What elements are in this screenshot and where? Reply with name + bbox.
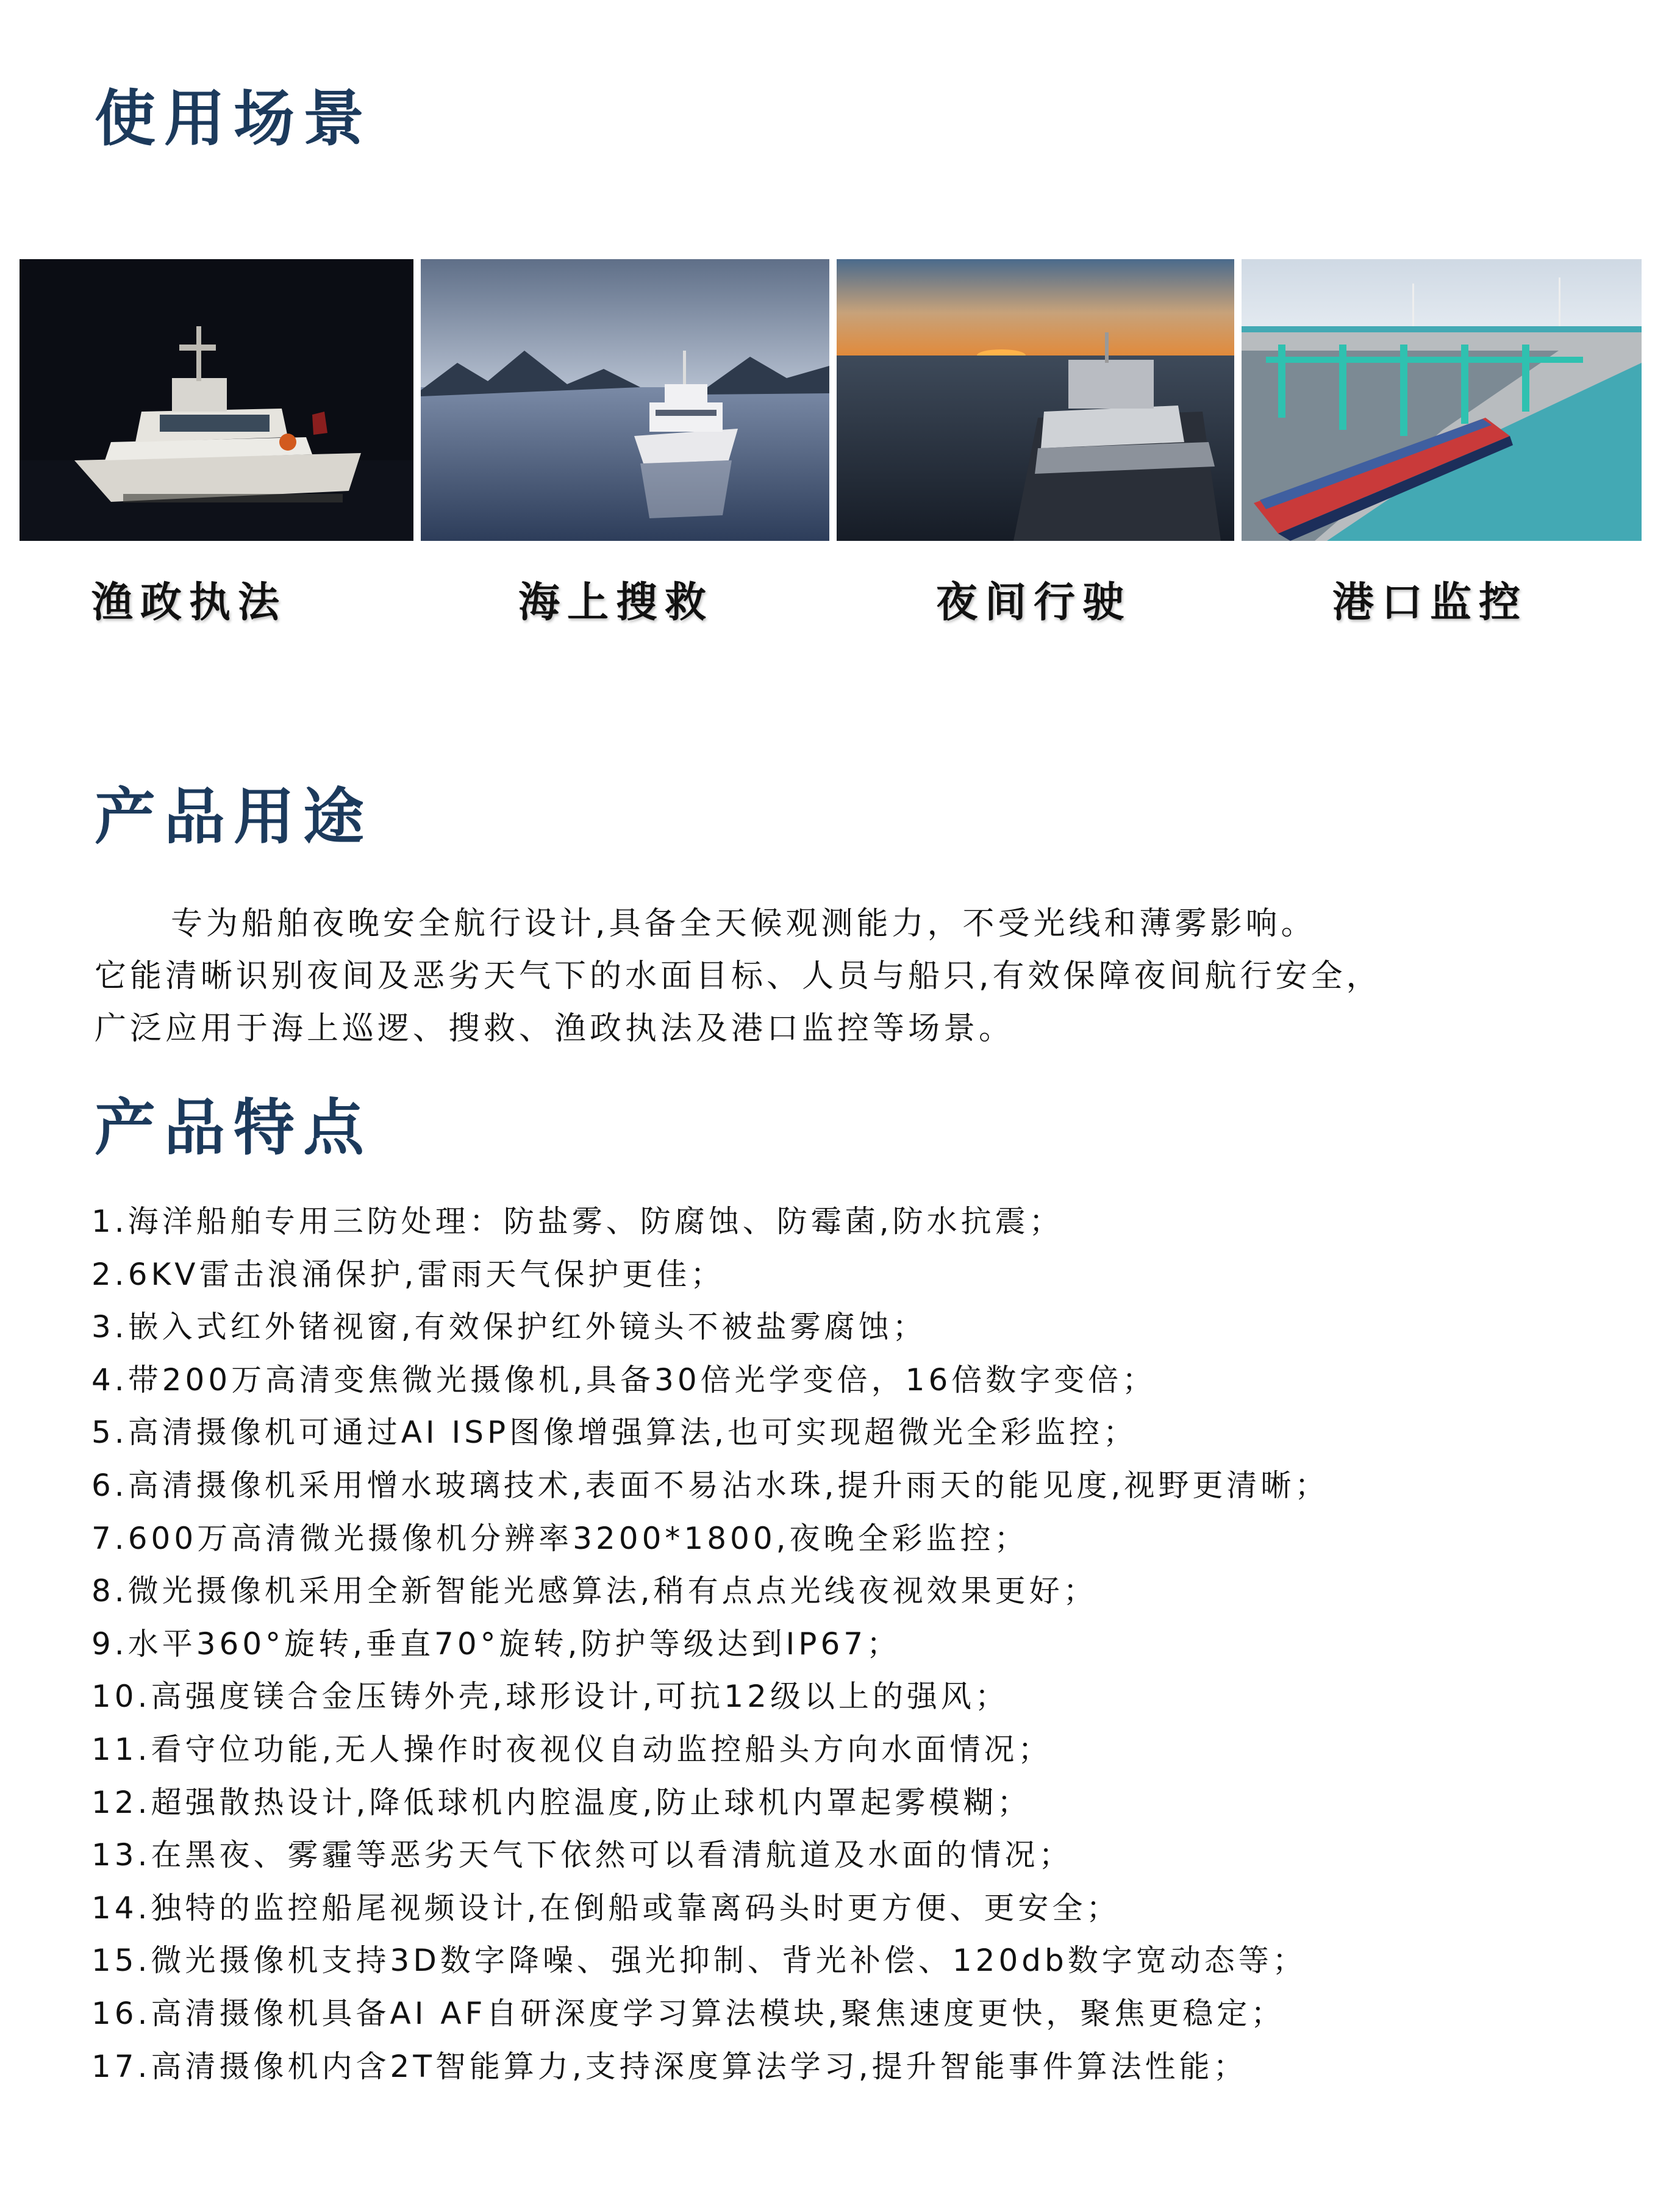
feature-item: 3.嵌入式红外锗视窗,有效保护红外镜头不被盐雾腐蚀； — [91, 1309, 927, 1345]
feature-item: 4.带200万高清变焦微光摄像机,具备30倍光学变倍，16倍数字变倍； — [91, 1362, 1157, 1398]
section-title-features: 产品特点 — [95, 1092, 373, 1163]
feature-item: 6.高清摄像机采用憎水玻璃技术,表面不易沾水珠,提升雨天的能见度,视野更清晰； — [91, 1467, 1329, 1503]
section-title-purpose: 产品用途 — [95, 781, 373, 852]
photo-port-monitoring — [1242, 259, 1642, 541]
feature-item: 10.高强度镁合金压铸外壳,球形设计,可抗12级以上的强风； — [91, 1679, 1009, 1715]
purpose-paragraph — [95, 898, 1595, 1055]
scene-label-night: 夜间行驶 — [936, 579, 1132, 627]
feature-item: 15.微光摄像机支持3D数字降噪、强光抑制、背光补偿、120db数字宽动态等； — [91, 1943, 1307, 1979]
purpose-line: 专为船舶夜晚安全航行设计,具备全天候观测能力，不受光线和薄雾影响。 — [171, 906, 1317, 942]
feature-list — [91, 1195, 1616, 2093]
feature-item: 12.超强散热设计,降低球机内腔温度,防止球机内罩起雾模糊； — [91, 1784, 1032, 1820]
feature-item: 7.600万高清微光摄像机分辨率3200*1800,夜晚全彩监控； — [91, 1520, 1029, 1556]
purpose-line: 广泛应用于海上巡逻、搜救、渔政执法及港口监控等场景。 — [95, 1010, 1015, 1047]
photo-fishery-enforcement — [20, 259, 413, 541]
feature-item: 1.海洋船舶专用三防处理：防盐雾、防腐蚀、防霉菌,防水抗震； — [91, 1204, 1063, 1239]
feature-item: 17.高清摄像机内含2T智能算力,支持深度算法学习,提升智能事件算法性能； — [91, 2048, 1248, 2084]
feature-item: 5.高清摄像机可通过AI ISP图像增强算法,也可实现超微光全彩监控； — [91, 1415, 1138, 1451]
feature-item: 11.看守位功能,无人操作时夜视仪自动监控船头方向水面情况； — [91, 1731, 1053, 1767]
feature-item: 14.独特的监控船尾视频设计,在倒船或靠离码头时更方便、更安全； — [91, 1890, 1121, 1926]
scene-label-fishery: 渔政执法 — [91, 579, 287, 627]
scene-photos — [20, 259, 1642, 541]
feature-item: 16.高清摄像机具备AI AF自研深度学习算法模块,聚焦速度更快，聚焦更稳定； — [91, 1995, 1285, 2031]
photo-sea-rescue — [421, 259, 829, 541]
scene-label-rescue: 海上搜救 — [518, 579, 714, 627]
feature-item: 9.水平360°旋转,垂直70°旋转,防护等级达到IP67； — [91, 1626, 901, 1662]
purpose-line: 它能清晰识别夜间及恶劣天气下的水面目标、人员与船只,有效保障夜间航行安全， — [95, 958, 1382, 995]
feature-item: 13.在黑夜、雾霾等恶劣天气下依然可以看清航道及水面的情况； — [91, 1837, 1073, 1873]
feature-item: 2.6KV雷击浪涌保护,雷雨天气保护更佳； — [91, 1256, 725, 1292]
feature-item: 8.微光摄像机采用全新智能光感算法,稍有点点光线夜视效果更好； — [91, 1573, 1098, 1609]
scene-label-port: 港口监控 — [1332, 579, 1528, 627]
photo-night-navigation — [837, 259, 1234, 541]
section-title-usage: 使用场景 — [95, 83, 373, 154]
